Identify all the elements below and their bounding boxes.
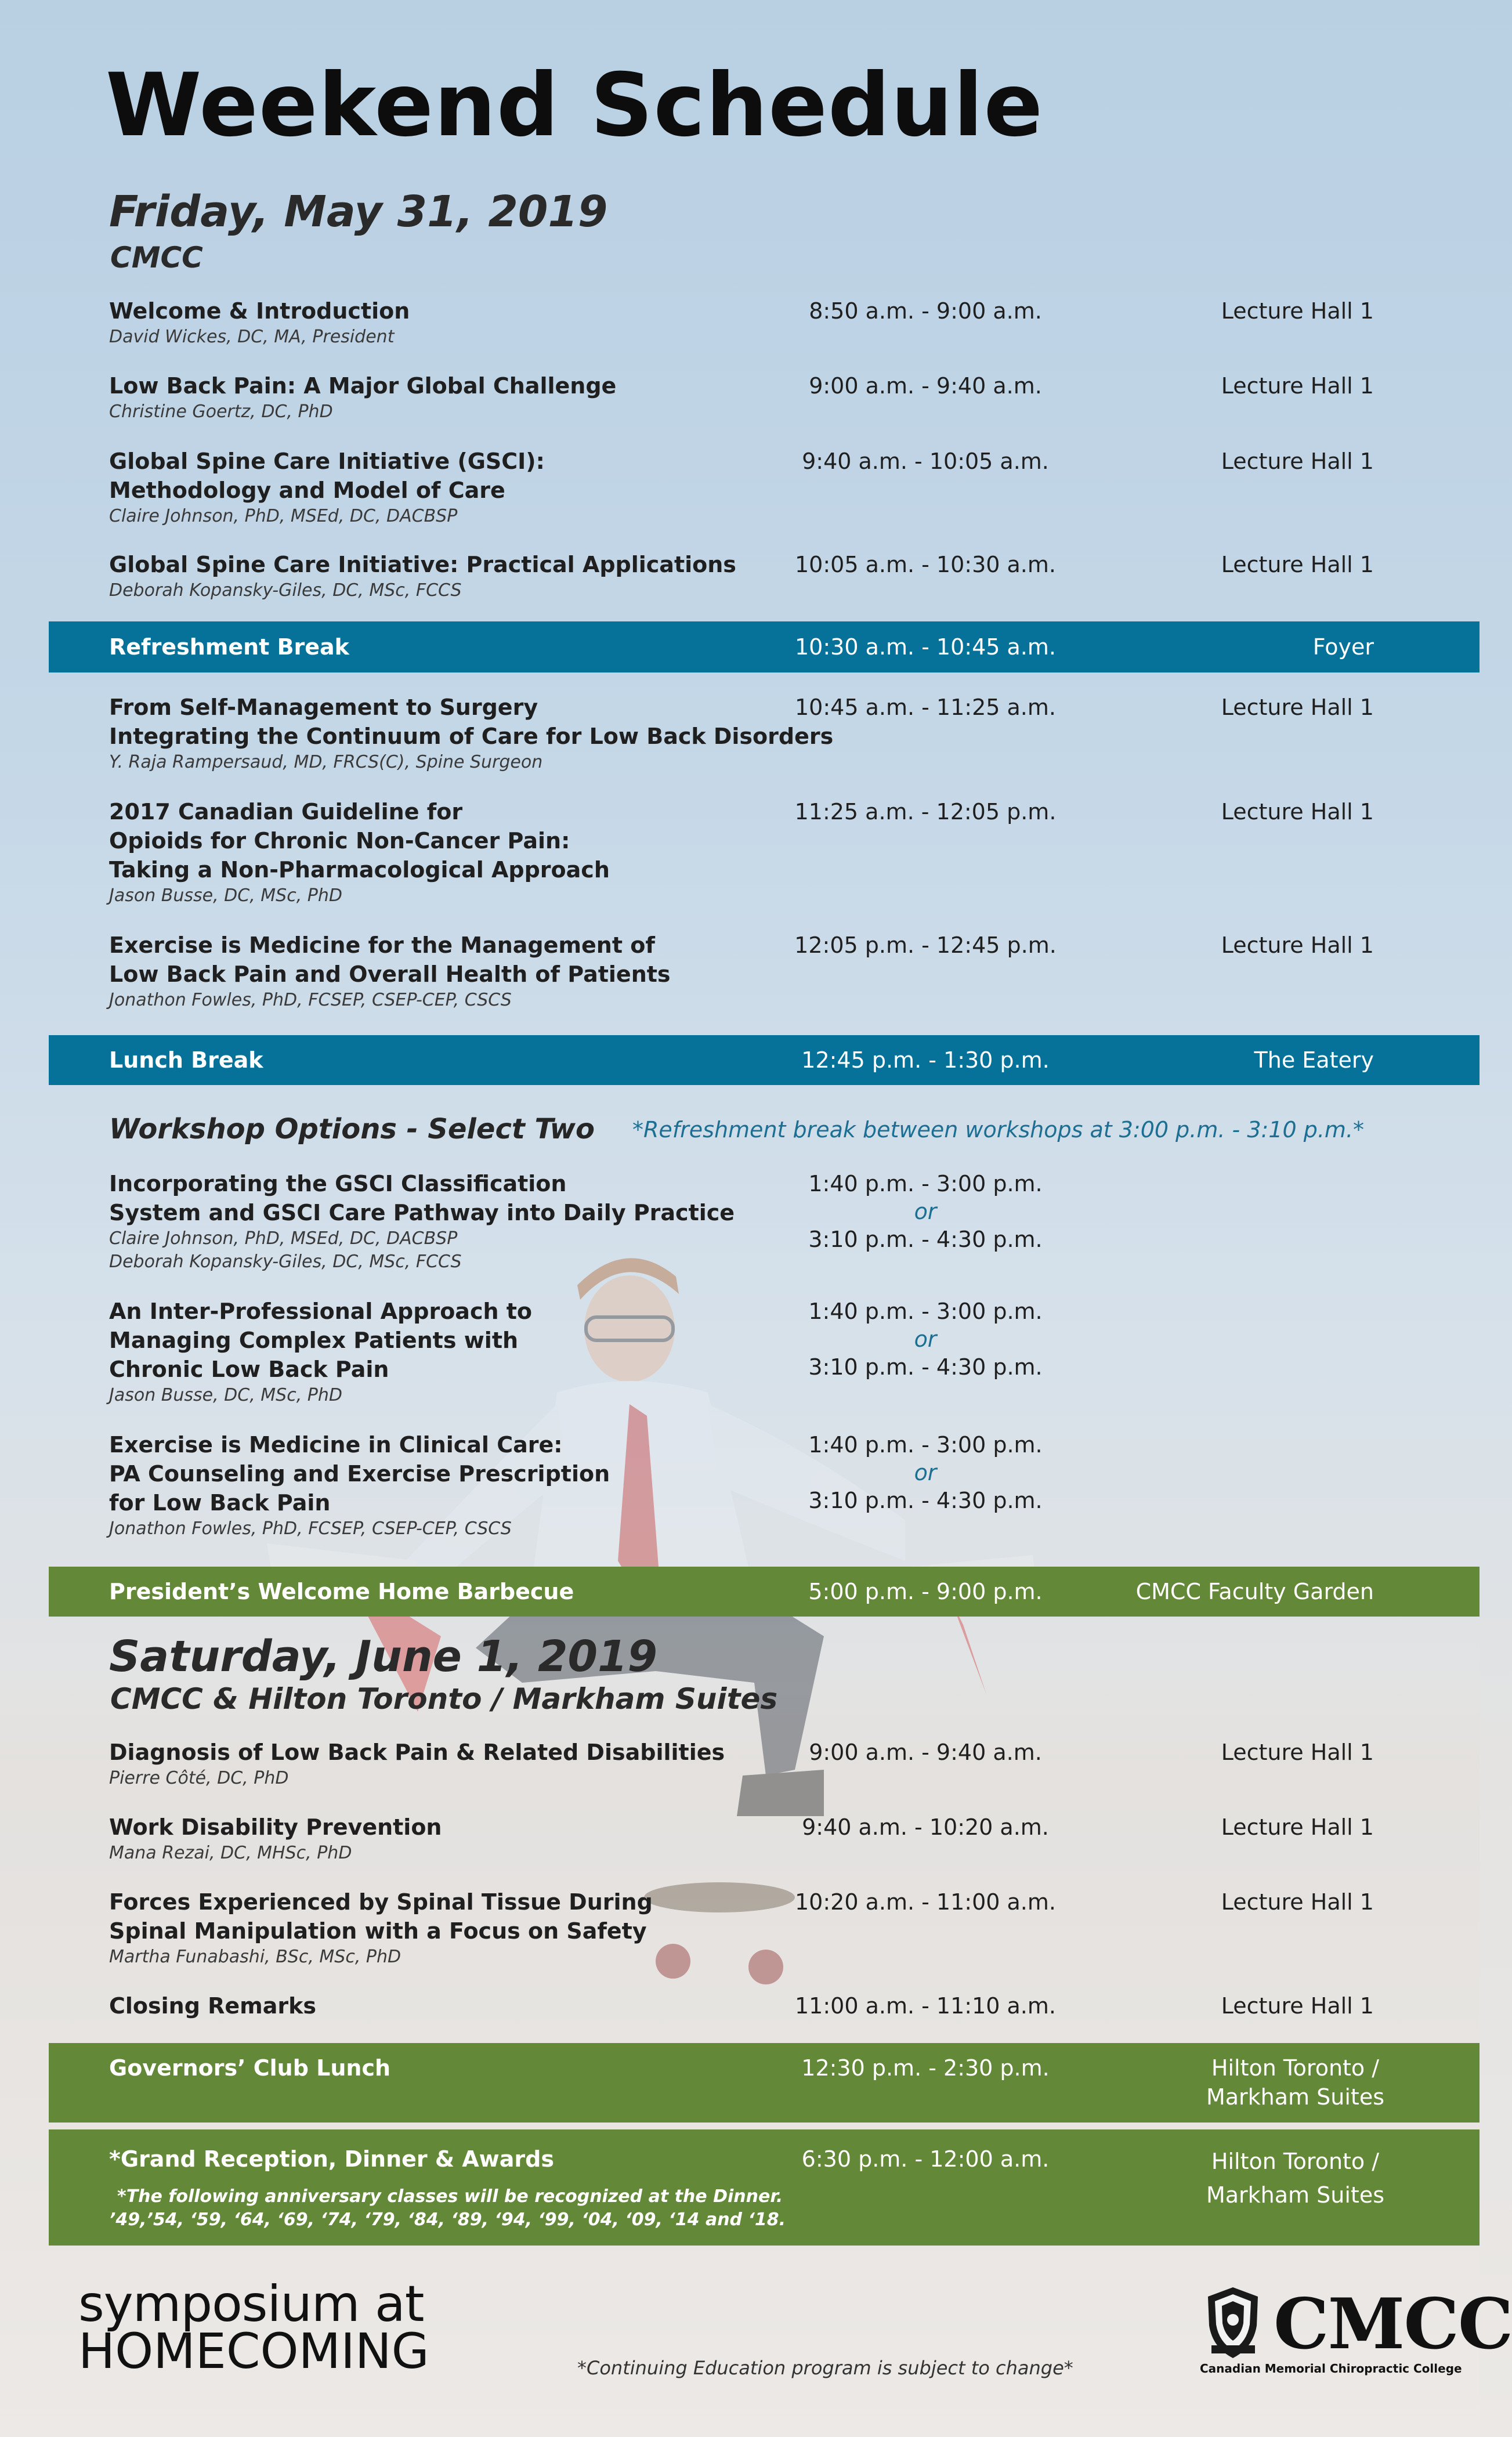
workshop-times: [751, 1297, 1099, 1382]
event-time: 5:00 p.m. - 9:00 p.m.: [808, 1579, 1043, 1604]
workshop-speaker: Jason Busse, DC, MSc, PhD: [109, 1385, 342, 1405]
session-title: From Self-Management to Surgery: [109, 695, 538, 720]
workshop-title: Managing Complex Patients with: [109, 1328, 519, 1353]
session-time: 9:40 a.m. - 10:20 a.m.: [802, 1814, 1049, 1840]
event-time: 12:30 p.m. - 2:30 p.m.: [801, 2055, 1050, 2081]
session-title: Exercise is Medicine for the Management of: [109, 932, 655, 958]
session-item: [109, 297, 829, 349]
event-room: [1206, 2145, 1384, 2212]
session-time: 9:00 a.m. - 9:40 a.m.: [809, 1740, 1042, 1765]
workshop-title: Exercise is Medicine in Clinical Care:: [109, 1432, 563, 1458]
session-room: Lecture Hall 1: [1221, 695, 1374, 720]
session-speaker: Jonathon Fowles, PhD, FCSEP, CSEP-CEP, CSCS: [109, 990, 512, 1010]
session-room: Lecture Hall 1: [1221, 552, 1374, 577]
session-room: Lecture Hall 1: [1221, 449, 1374, 474]
session-title: Opioids for Chronic Non-Cancer Pain:: [109, 828, 570, 854]
footer-note: *Continuing Education program is subject to change*: [577, 2357, 1073, 2379]
session-time: 10:05 a.m. - 10:30 a.m.: [795, 552, 1056, 577]
workshop-speaker: Jonathon Fowles, PhD, FCSEP, CSEP-CEP, CSCS: [109, 1518, 512, 1539]
event-label: Governors’ Club Lunch: [109, 2055, 391, 2081]
lunch-break-bar: [49, 1035, 1480, 1085]
event-room-line: Hilton Toronto /: [1211, 2149, 1380, 2174]
symposium-logo-line1: symposium at: [78, 2275, 424, 2333]
page-title: Weekend Schedule: [106, 55, 1044, 156]
workshop-time-2: 3:10 p.m. - 4:30 p.m.: [808, 1354, 1043, 1380]
session-item: [109, 797, 829, 907]
session-room: Lecture Hall 1: [1221, 1889, 1374, 1915]
event-room-line: Markham Suites: [1206, 2182, 1384, 2208]
workshop-time-1: 1:40 p.m. - 3:00 p.m.: [808, 1299, 1043, 1324]
session-time: 8:50 a.m. - 9:00 a.m.: [809, 298, 1042, 324]
break-room: The Eatery: [1254, 1047, 1374, 1073]
session-title: Work Disability Prevention: [109, 1814, 442, 1840]
workshop-note: *Refreshment break between workshops at 3:00 p.m. - 3:10 p.m.*: [632, 1117, 1365, 1142]
session-item: [109, 931, 829, 1012]
session-speaker: Mana Rezai, DC, MHSc, PhD: [109, 1843, 352, 1863]
session-time: 9:00 a.m. - 9:40 a.m.: [809, 373, 1042, 399]
symposium-logo-line2: HOMECOMING: [78, 2323, 429, 2380]
session-speaker: David Wickes, DC, MA, President: [109, 327, 395, 347]
session-item: [109, 1888, 829, 1969]
workshop-heading: Workshop Options - Select Two: [109, 1113, 595, 1145]
event-room-line: Hilton Toronto /: [1211, 2055, 1380, 2081]
symposium-logo: [78, 2275, 429, 2380]
session-title: Global Spine Care Initiative (GSCI):: [109, 449, 545, 474]
session-item: [109, 1813, 829, 1865]
saturday-venue: CMCC & Hilton Toronto / Markham Suites: [110, 1682, 778, 1716]
session-item: [109, 1991, 829, 2020]
session-item: [109, 371, 829, 424]
cmcc-subtitle: Canadian Memorial Chiropractic College: [1200, 2362, 1462, 2375]
friday-venue: CMCC: [110, 241, 203, 274]
session-speaker: Y. Raja Rampersaud, MD, FRCS(C), Spine Surgeon: [109, 752, 543, 772]
workshop-speaker: Claire Johnson, PhD, MSEd, DC, DACBSP: [109, 1228, 458, 1249]
workshop-title: for Low Back Pain: [109, 1490, 331, 1516]
refreshment-break-bar: [49, 621, 1480, 672]
governors-lunch-bar: [49, 2043, 1480, 2123]
workshop-time-2: 3:10 p.m. - 4:30 p.m.: [808, 1227, 1043, 1252]
session-title: Closing Remarks: [109, 1993, 317, 2019]
workshop-title: Chronic Low Back Pain: [109, 1357, 389, 1382]
session-speaker: Pierre Côté, DC, PhD: [109, 1768, 289, 1788]
session-room: Lecture Hall 1: [1221, 373, 1374, 399]
break-time: 10:30 a.m. - 10:45 a.m.: [795, 634, 1056, 660]
session-time: 10:45 a.m. - 11:25 a.m.: [795, 695, 1056, 720]
session-speaker: Jason Busse, DC, MSc, PhD: [109, 885, 342, 906]
session-room: Lecture Hall 1: [1221, 799, 1374, 825]
break-label: Refreshment Break: [109, 634, 349, 660]
workshop-times: [751, 1169, 1099, 1254]
workshop-title: System and GSCI Care Pathway into Daily Practice: [109, 1200, 735, 1225]
session-item: [109, 1738, 829, 1790]
session-speaker: Martha Funabashi, BSc, MSc, PhD: [109, 1947, 401, 1967]
workshop-title: Incorporating the GSCI Classification: [109, 1171, 567, 1196]
session-title: Low Back Pain: A Major Global Challenge: [109, 373, 617, 399]
break-room: Foyer: [1312, 634, 1374, 660]
event-label: President’s Welcome Home Barbecue: [109, 1579, 574, 1604]
session-title: Integrating the Continuum of Care for Low Back Disorders: [109, 724, 834, 749]
session-title: Global Spine Care Initiative: Practical Applications: [109, 552, 736, 577]
workshop-item: [109, 1430, 829, 1541]
event-time: 6:30 p.m. - 12:00 a.m.: [801, 2146, 1050, 2172]
anniversary-classes: ’49,’54, ‘59, ‘64, ‘69, ‘74, ‘79, ‘84, ‘89, ‘94, ‘99, ‘04, ‘09, ‘14 and ‘18.: [109, 2210, 786, 2230]
break-label: Lunch Break: [109, 1047, 263, 1073]
event-room: [1206, 2053, 1384, 2111]
anniversary-note: *The following anniversary classes will be recognized at the Dinner.: [117, 2186, 783, 2207]
barbecue-bar: [49, 1567, 1480, 1617]
event-room-line: Markham Suites: [1206, 2084, 1384, 2110]
workshop-speaker: Deborah Kopansky-Giles, DC, MSc, FCCS: [109, 1252, 462, 1272]
session-room: Lecture Hall 1: [1221, 298, 1374, 324]
session-item: [109, 550, 829, 602]
crest-icon: [1200, 2285, 1267, 2360]
cmcc-logo-text: CMCC: [1274, 2283, 1512, 2365]
workshop-or: or: [914, 1326, 937, 1352]
workshop-time-1: 1:40 p.m. - 3:00 p.m.: [808, 1171, 1043, 1196]
grand-reception-bar: [49, 2129, 1480, 2246]
workshop-time-1: 1:40 p.m. - 3:00 p.m.: [808, 1432, 1043, 1458]
session-title: 2017 Canadian Guideline for: [109, 799, 463, 825]
session-item: [109, 447, 829, 528]
break-time: 12:45 p.m. - 1:30 p.m.: [801, 1047, 1050, 1073]
session-title: Diagnosis of Low Back Pain & Related Disabilities: [109, 1740, 725, 1765]
session-room: Lecture Hall 1: [1221, 932, 1374, 958]
session-item: [109, 693, 834, 774]
session-speaker: Christine Goertz, DC, PhD: [109, 402, 333, 422]
workshop-title: PA Counseling and Exercise Prescription: [109, 1461, 610, 1487]
session-time: 11:00 a.m. - 11:10 a.m.: [795, 1993, 1056, 2019]
saturday-date: Saturday, June 1, 2019: [109, 1632, 657, 1682]
workshop-item: [109, 1169, 829, 1274]
session-title: Low Back Pain and Overall Health of Patients: [109, 961, 671, 987]
session-room: Lecture Hall 1: [1221, 1740, 1374, 1765]
workshop-times: [751, 1430, 1099, 1515]
friday-date: Friday, May 31, 2019: [109, 187, 608, 237]
workshop-title: An Inter-Professional Approach to: [109, 1299, 533, 1324]
session-title: Taking a Non-Pharmacological Approach: [109, 857, 610, 883]
session-time: 10:20 a.m. - 11:00 a.m.: [795, 1889, 1056, 1915]
event-label: *Grand Reception, Dinner & Awards: [109, 2146, 554, 2172]
session-speaker: Deborah Kopansky-Giles, DC, MSc, FCCS: [109, 580, 462, 601]
session-time: 11:25 a.m. - 12:05 p.m.: [794, 799, 1057, 825]
workshop-or: or: [914, 1199, 937, 1224]
session-title: Forces Experienced by Spinal Tissue During: [109, 1889, 653, 1915]
session-time: 9:40 a.m. - 10:05 a.m.: [802, 449, 1049, 474]
session-title: Spinal Manipulation with a Focus on Safety: [109, 1918, 647, 1944]
session-speaker: Claire Johnson, PhD, MSEd, DC, DACBSP: [109, 506, 458, 526]
workshop-item: [109, 1297, 829, 1407]
workshop-time-2: 3:10 p.m. - 4:30 p.m.: [808, 1488, 1043, 1513]
workshop-or: or: [914, 1460, 937, 1485]
session-room: Lecture Hall 1: [1221, 1993, 1374, 2019]
event-room: CMCC Faculty Garden: [1135, 1579, 1374, 1604]
session-time: 12:05 p.m. - 12:45 p.m.: [794, 932, 1057, 958]
session-room: Lecture Hall 1: [1221, 1814, 1374, 1840]
session-title: Methodology and Model of Care: [109, 478, 505, 503]
session-title: Welcome & Introduction: [109, 298, 410, 324]
